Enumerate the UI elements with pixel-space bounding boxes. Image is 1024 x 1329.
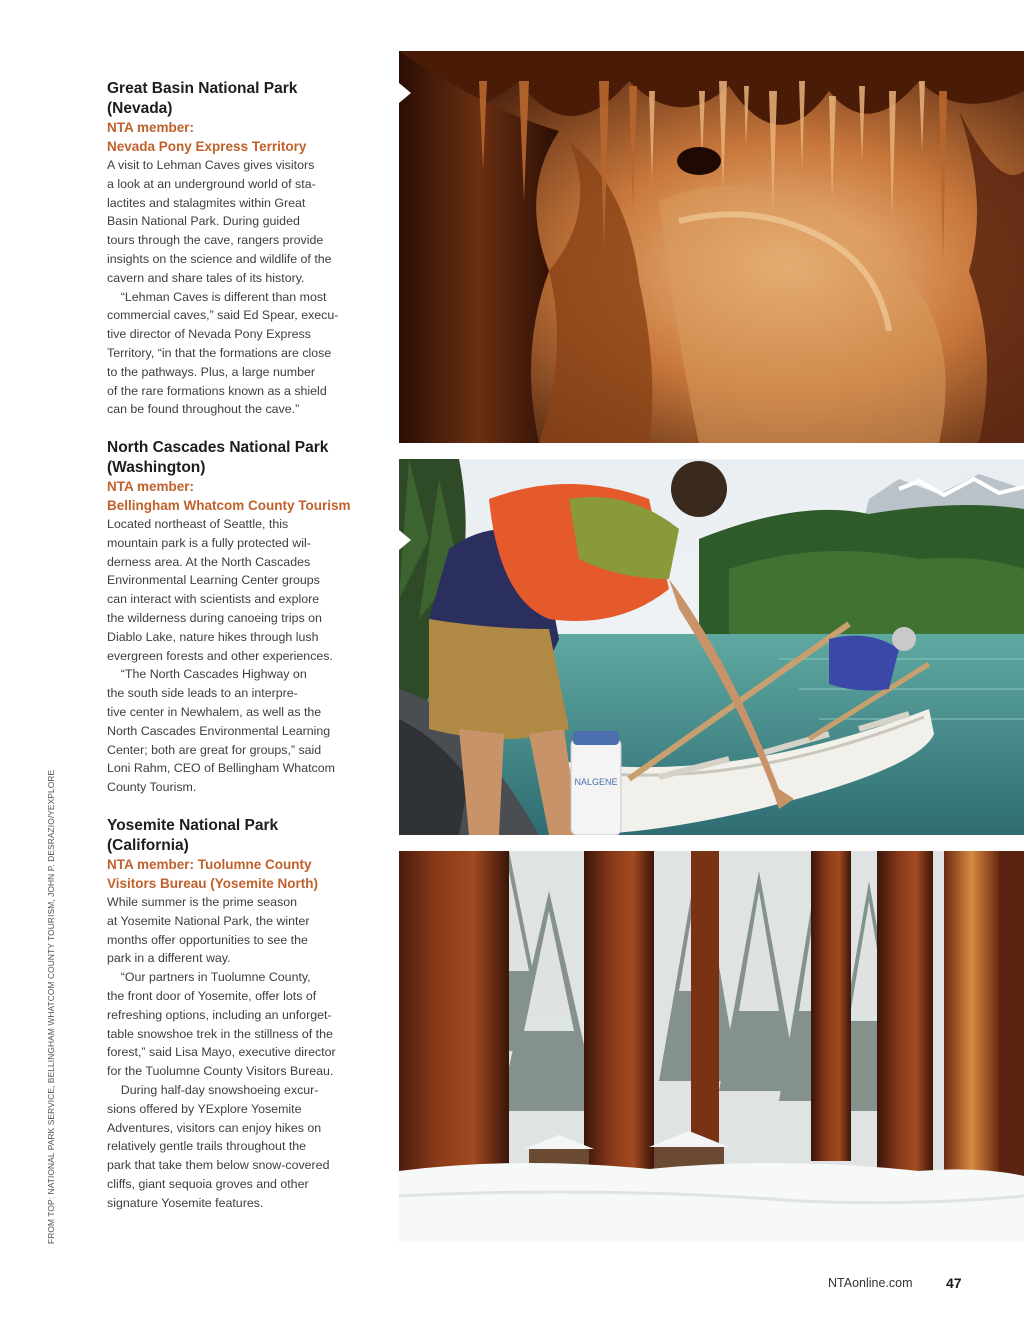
lehman-caves-illustration <box>399 51 1024 443</box>
diablo-lake-canoe-illustration <box>399 459 1024 835</box>
page-number: 47 <box>946 1275 962 1291</box>
body-line: North Cascades Environmental Learning <box>107 723 331 738</box>
section-great-basin <box>107 79 379 419</box>
body-line: “The North Cascades Highway on <box>107 667 307 682</box>
body-line: the south side leads to an interpre- <box>107 686 298 701</box>
section-yosemite <box>107 816 379 1213</box>
nta-member-label: NTA member: <box>107 120 195 135</box>
nta-member-name: Nevada Pony Express Territory <box>107 138 307 154</box>
body-line: table snowshoe trek in the stillness of the <box>107 1026 333 1041</box>
body-line: “Lehman Caves is different than most <box>107 289 327 304</box>
photo-notch <box>399 83 411 103</box>
body-line: Located northeast of Seattle, this <box>107 517 289 531</box>
body-line: Territory, “in that the formations are close <box>107 345 332 360</box>
body-line: tours through the cave, rangers provide <box>107 233 324 248</box>
yosemite-sequoia-snow-illustration <box>399 851 1024 1242</box>
bottle-label: NALGENE <box>574 777 618 787</box>
body-line: “Our partners in Tuolumne County, <box>107 970 311 985</box>
body-line: of the rare formations known as a shield <box>107 383 327 398</box>
body-line: Adventures, visitors can enjoy hikes on <box>107 1120 322 1135</box>
body-line: refreshing options, including an unforget- <box>107 1007 332 1022</box>
body-line: Loni Rahm, CEO of Bellingham Whatcom <box>107 761 335 776</box>
body-line: A visit to Lehman Caves gives visitors <box>107 158 315 172</box>
body-line: evergreen forests and other experiences. <box>107 648 333 663</box>
section-body <box>107 893 379 1213</box>
section-body <box>107 515 379 797</box>
body-line: tive center in Newhalem, as well as the <box>107 704 322 719</box>
body-line: relatively gentle trails throughout the <box>107 1139 307 1154</box>
body-line: mountain park is a fully protected wil- <box>107 535 311 550</box>
body-line: Diablo Lake, nature hikes through lush <box>107 629 319 644</box>
body-line: Center; both are great for groups,” said <box>107 742 322 757</box>
sequoia-photo <box>399 851 1024 1242</box>
photo-notch <box>399 530 411 550</box>
body-line: lactites and stalagmites within Great <box>107 195 306 210</box>
body-line: the front door of Yosemite, offer lots of <box>107 988 317 1003</box>
canoe-photo <box>399 459 1024 835</box>
body-line: During half-day snowshoeing excur- <box>107 1082 319 1097</box>
cave-photo <box>399 51 1024 443</box>
body-line: While summer is the prime season <box>107 895 298 909</box>
body-line: cliffs, giant sequoia groves and other <box>107 1176 309 1191</box>
body-line: signature Yosemite features. <box>107 1195 264 1210</box>
body-line: for the Tuolumne County Visitors Bureau. <box>107 1064 334 1079</box>
body-line: park in a different way. <box>107 951 231 966</box>
section-north-cascades <box>107 438 379 797</box>
nta-member-name: Bellingham Whatcom County Tourism <box>107 497 351 513</box>
section-body <box>107 156 379 419</box>
section-heading: Great Basin National Park <box>107 80 298 97</box>
body-line: forest,” said Lisa Mayo, executive director <box>107 1045 336 1060</box>
nta-member-label: NTA member: <box>107 479 195 494</box>
body-line: to the pathways. Plus, a large number <box>107 364 316 379</box>
body-line: months offer opportunities to see the <box>107 932 308 947</box>
body-line: County Tourism. <box>107 780 197 795</box>
body-line: at Yosemite National Park, the winter <box>107 913 310 928</box>
body-line: park that take them below snow-covered <box>107 1158 330 1173</box>
body-line: a look at an underground world of sta- <box>107 176 316 191</box>
section-heading: Yosemite National Park <box>107 817 279 834</box>
section-heading: North Cascades National Park <box>107 439 329 456</box>
body-line: Basin National Park. During guided <box>107 214 300 229</box>
body-line: the wilderness during canoeing trips on <box>107 610 322 625</box>
body-line: can be found throughout the cave.” <box>107 402 300 417</box>
body-line: Environmental Learning Center groups <box>107 573 320 588</box>
body-line: commercial caves,” said Ed Spear, execu- <box>107 308 339 323</box>
body-line: insights on the science and wildlife of the <box>107 251 332 266</box>
nta-member-name: Visitors Bureau (Yosemite North) <box>107 875 319 891</box>
body-line: can interact with scientists and explore <box>107 592 320 607</box>
body-line: tive director of Nevada Pony Express <box>107 327 311 342</box>
section-heading-state: (Washington) <box>107 459 206 476</box>
body-line: sions offered by YExplore Yosemite <box>107 1101 302 1116</box>
footer-website: NTAonline.com <box>828 1276 913 1290</box>
section-heading-state: (California) <box>107 837 189 854</box>
body-line: derness area. At the North Cascades <box>107 554 311 569</box>
photo-credit: FROM TOP: NATIONAL PARK SERVICE, BELLINGHAM WHATCOM COUNTY TOURISM, JOHN P. DESRAZIO/YEXPLORE <box>46 769 56 1244</box>
body-line: cavern and share tales of its history. <box>107 270 305 285</box>
section-heading-state: (Nevada) <box>107 100 173 117</box>
nta-member-label: NTA member: Tuolumne County <box>107 857 312 872</box>
